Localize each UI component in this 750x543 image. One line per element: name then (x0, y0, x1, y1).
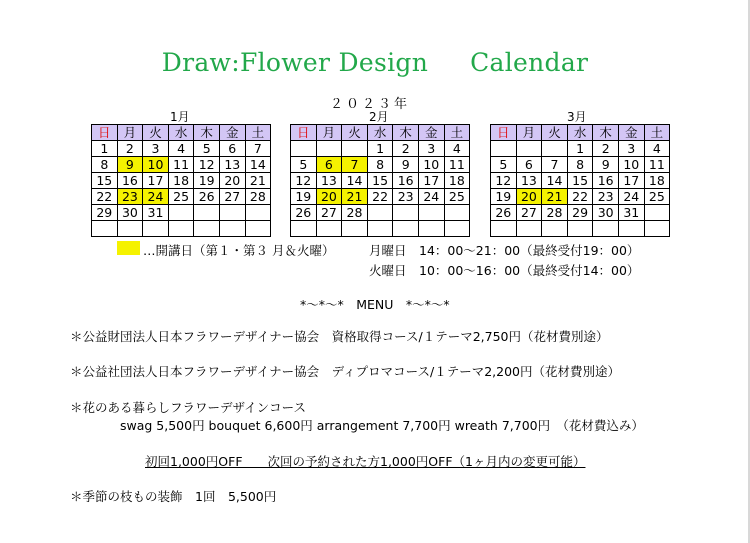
weekday-header: 月 (117, 125, 143, 141)
calendar-day: 26 (291, 205, 317, 221)
calendar-day (516, 221, 542, 237)
calendar-january (91, 124, 271, 237)
calendar-day: 27 (516, 205, 542, 221)
calendar-day (593, 221, 619, 237)
calendar-february (290, 124, 470, 237)
calendar-week-row (92, 205, 271, 221)
calendar-day: 1 (367, 141, 393, 157)
calendar-header-row (291, 125, 470, 141)
title-part-2: Calendar (470, 48, 589, 77)
calendar-day: 22 (367, 189, 393, 205)
weekday-header: 木 (194, 125, 220, 141)
calendar-day (618, 221, 644, 237)
calendar-day: 29 (92, 205, 118, 221)
calendar-day: 16 (393, 173, 419, 189)
legend-swatch (117, 241, 140, 255)
weekday-header: 土 (444, 125, 470, 141)
calendar-day: 8 (92, 157, 118, 173)
calendar-week-row (92, 221, 271, 237)
calendar-march (490, 124, 670, 237)
calendar-day: 24 (618, 189, 644, 205)
calendar-day (393, 205, 419, 221)
calendar-day (367, 221, 393, 237)
calendar-day: 14 (542, 173, 568, 189)
menu-item-lifestyle: ＊花のある暮らしフラワーデザインコース (70, 400, 307, 415)
calendar-day (168, 205, 194, 221)
weekday-header: 日 (92, 125, 118, 141)
weekday-header: 土 (644, 125, 670, 141)
weekday-header: 水 (567, 125, 593, 141)
calendar-week-row (491, 141, 670, 157)
calendar-day: 16 (117, 173, 143, 189)
calendar-header-row (92, 125, 271, 141)
weekday-header: 金 (219, 125, 245, 141)
calendar-day (194, 221, 220, 237)
calendar-day: 26 (491, 205, 517, 221)
calendar-week-row (92, 173, 271, 189)
calendar-day: 18 (644, 173, 670, 189)
calendar-day (644, 221, 670, 237)
calendar-day: 2 (393, 141, 419, 157)
calendar-day: 2 (593, 141, 619, 157)
calendar-day: 3 (418, 141, 444, 157)
calendar-day: 25 (644, 189, 670, 205)
menu-item-branch-decoration: ＊季節の枝もの装飾 1回 5,500円 (70, 489, 277, 504)
calendar-day: 17 (418, 173, 444, 189)
calendar-day: 30 (593, 205, 619, 221)
legend-text: …開講日（第１・第３ 月＆火曜） (143, 243, 335, 258)
calendar-day (168, 221, 194, 237)
calendar-day: 14 (245, 157, 271, 173)
calendar-day-class-day: 21 (342, 189, 368, 205)
month-label-mar: 3月 (567, 110, 587, 124)
calendar-day (444, 205, 470, 221)
calendar-day (418, 221, 444, 237)
calendar-day: 3 (143, 141, 169, 157)
calendar-day-class-day: 21 (542, 189, 568, 205)
calendar-day: 10 (618, 157, 644, 173)
calendar-day: 31 (143, 205, 169, 221)
hours-monday: 月曜日 14：00～21：00（最終受付19：00） (369, 243, 640, 258)
calendar-day-class-day: 10 (143, 157, 169, 173)
weekday-header: 水 (168, 125, 194, 141)
calendar-week-row (291, 173, 470, 189)
weekday-header: 木 (593, 125, 619, 141)
calendar-week-row (291, 205, 470, 221)
calendar-day: 12 (291, 173, 317, 189)
page-title (0, 48, 750, 77)
calendar-day: 19 (194, 173, 220, 189)
calendar-day: 25 (444, 189, 470, 205)
calendar-day: 17 (143, 173, 169, 189)
weekday-header: 月 (316, 125, 342, 141)
calendar-day: 19 (491, 189, 517, 205)
title-part-1: Draw:Flower Design (161, 48, 429, 77)
calendar-day (291, 141, 317, 157)
calendar-day: 5 (291, 157, 317, 173)
calendar-day: 13 (316, 173, 342, 189)
weekday-header: 日 (491, 125, 517, 141)
calendar-day: 12 (194, 157, 220, 173)
calendar-day (491, 221, 517, 237)
calendar-day: 11 (168, 157, 194, 173)
hours-tuesday: 火曜日 10：00～16：00（最終受付14：00） (369, 263, 640, 278)
month-label-feb: 2月 (369, 110, 389, 124)
calendar-day: 4 (168, 141, 194, 157)
calendar-day (367, 205, 393, 221)
weekday-header: 木 (393, 125, 419, 141)
calendar-day (143, 221, 169, 237)
calendar-day (291, 221, 317, 237)
calendar-day: 28 (245, 189, 271, 205)
calendar-day (245, 205, 271, 221)
calendar-day: 3 (618, 141, 644, 157)
calendar-week-row (491, 173, 670, 189)
calendar-week-row (491, 189, 670, 205)
calendar-day: 7 (542, 157, 568, 173)
calendar-day: 22 (92, 189, 118, 205)
calendar-day: 2 (117, 141, 143, 157)
calendar-week-row (491, 205, 670, 221)
calendar-day-class-day: 9 (117, 157, 143, 173)
calendar-day (316, 221, 342, 237)
calendar-day: 17 (618, 173, 644, 189)
calendar-day: 13 (516, 173, 542, 189)
calendar-day: 11 (444, 157, 470, 173)
menu-item-certification: ＊公益財団法人日本フラワーデザイナー協会 資格取得コース/１テーマ2,750円（花材費別途） (70, 329, 609, 344)
calendar-day: 8 (567, 157, 593, 173)
menu-item-lifestyle-prices: swag 5,500円 bouquet 6,600円 arrangement 7,700円 wreath 7,700円 （花材費込み） (120, 418, 644, 433)
calendar-day: 26 (194, 189, 220, 205)
calendar-week-row (291, 221, 470, 237)
calendar-day: 31 (618, 205, 644, 221)
calendar-header-row (491, 125, 670, 141)
calendar-day: 1 (567, 141, 593, 157)
calendar-day-class-day: 6 (316, 157, 342, 173)
calendar-day: 12 (491, 173, 517, 189)
calendar-day: 29 (567, 205, 593, 221)
calendar-day: 14 (342, 173, 368, 189)
calendar-day: 23 (593, 189, 619, 205)
calendar-week-row (291, 141, 470, 157)
weekday-header: 月 (516, 125, 542, 141)
calendar-day: 13 (219, 157, 245, 173)
calendar-day (393, 221, 419, 237)
calendar-week-row (491, 157, 670, 173)
calendar-day (342, 221, 368, 237)
calendar-day: 19 (291, 189, 317, 205)
calendar-day (542, 141, 568, 157)
calendar-week-row (291, 189, 470, 205)
year-label: ２０２３年 (330, 97, 411, 112)
calendar-day: 8 (367, 157, 393, 173)
calendar-day: 15 (367, 173, 393, 189)
calendar-day (194, 205, 220, 221)
calendar-day (219, 205, 245, 221)
calendar-day (567, 221, 593, 237)
calendar-day (491, 141, 517, 157)
weekday-header: 土 (245, 125, 271, 141)
calendar-day-class-day: 20 (316, 189, 342, 205)
calendar-day (418, 205, 444, 221)
calendar-day (516, 141, 542, 157)
menu-item-diploma: ＊公益社団法人日本フラワーデザイナー協会 ディプロマコース/１テーマ2,200円（花材費別途） (70, 364, 620, 379)
calendar-week-row (92, 157, 271, 173)
calendar-day: 15 (567, 173, 593, 189)
calendar-day: 4 (644, 141, 670, 157)
calendar-day (342, 141, 368, 157)
calendar-day: 23 (393, 189, 419, 205)
calendar-day-class-day: 23 (117, 189, 143, 205)
calendar-day (219, 221, 245, 237)
calendar-day: 22 (567, 189, 593, 205)
calendar-day (245, 221, 271, 237)
month-label-jan: 1月 (170, 110, 190, 124)
calendar-day: 28 (342, 205, 368, 221)
calendar-day: 18 (168, 173, 194, 189)
calendar-day: 9 (393, 157, 419, 173)
calendar-day (444, 221, 470, 237)
calendar-day (644, 205, 670, 221)
weekday-header: 火 (542, 125, 568, 141)
calendar-day: 11 (644, 157, 670, 173)
calendar-day (117, 221, 143, 237)
weekday-header: 火 (342, 125, 368, 141)
calendar-day: 10 (418, 157, 444, 173)
calendar-day: 25 (168, 189, 194, 205)
calendar-week-row (92, 141, 271, 157)
weekday-header: 水 (367, 125, 393, 141)
calendar-day-class-day: 20 (516, 189, 542, 205)
calendar-day: 27 (316, 205, 342, 221)
menu-heading: *～*～* MENU *～*～* (300, 297, 450, 312)
calendar-day: 16 (593, 173, 619, 189)
calendar-day: 20 (219, 173, 245, 189)
calendar-day: 7 (245, 141, 271, 157)
weekday-header: 金 (418, 125, 444, 141)
calendar-day-class-day: 24 (143, 189, 169, 205)
discount-note: 初回1,000円OFF 次回の予約された方1,000円OFF（1ヶ月内の変更可能） (145, 454, 586, 469)
calendar-week-row (491, 221, 670, 237)
calendar-day (92, 221, 118, 237)
calendar-day (316, 141, 342, 157)
weekday-header: 日 (291, 125, 317, 141)
calendar-day (542, 221, 568, 237)
weekday-header: 金 (618, 125, 644, 141)
calendar-week-row (92, 189, 271, 205)
calendar-day: 30 (117, 205, 143, 221)
calendar-day: 1 (92, 141, 118, 157)
weekday-header: 火 (143, 125, 169, 141)
calendar-week-row (291, 157, 470, 173)
calendar-day: 5 (491, 157, 517, 173)
calendar-day: 6 (219, 141, 245, 157)
calendar-day: 18 (444, 173, 470, 189)
calendar-day: 27 (219, 189, 245, 205)
calendar-day: 28 (542, 205, 568, 221)
calendar-day: 21 (245, 173, 271, 189)
calendar-day-class-day: 7 (342, 157, 368, 173)
calendar-day: 15 (92, 173, 118, 189)
calendar-day: 24 (418, 189, 444, 205)
calendar-day: 5 (194, 141, 220, 157)
calendar-day: 4 (444, 141, 470, 157)
calendar-day: 6 (516, 157, 542, 173)
calendar-day: 9 (593, 157, 619, 173)
